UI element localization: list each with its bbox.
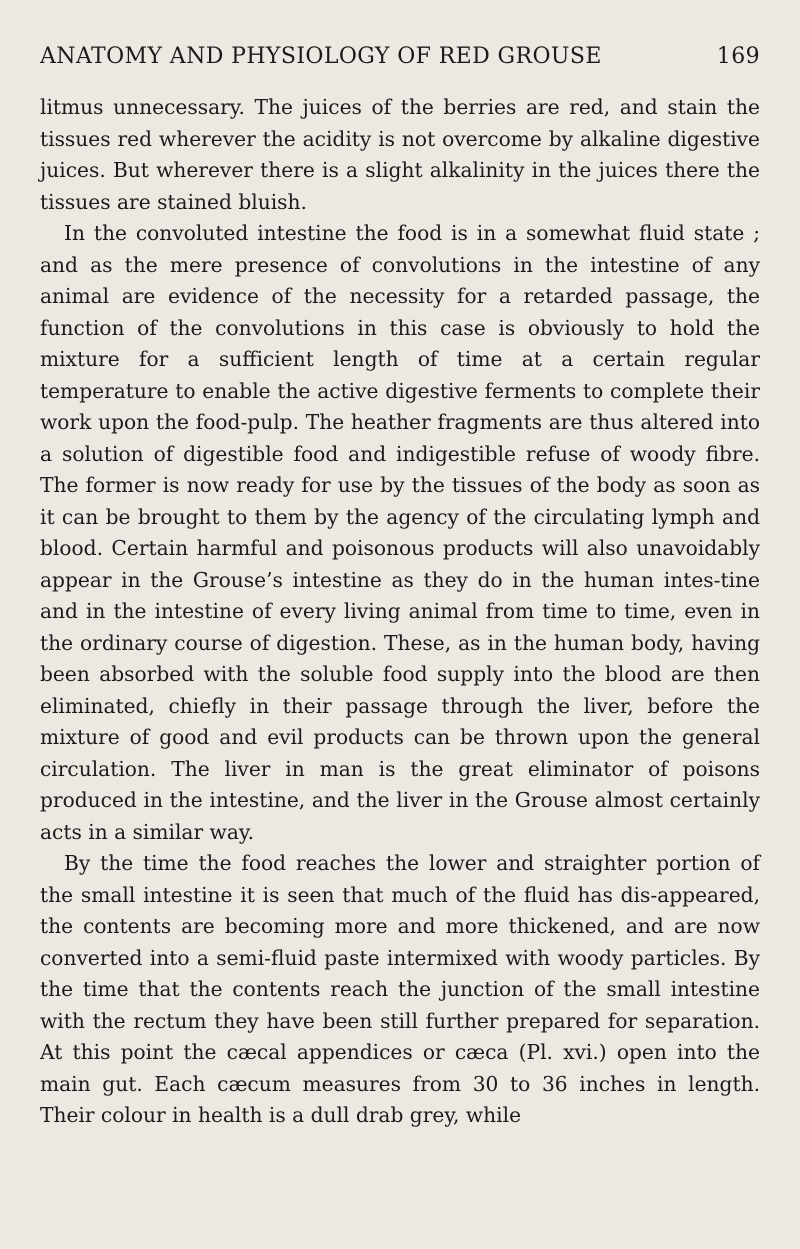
running-title: ANATOMY AND PHYSIOLOGY OF RED GROUSE — [40, 44, 602, 69]
paragraph-continued: litmus unnecessary. The juices of the berries are red, and stain the tissues red wherever the acidity is not overcome by alkaline digestive juices. But wherever there is a slight alkalinity in the juices there the tissues are stained bluish. — [40, 95, 760, 214]
paragraph-convoluted-intestine: In the convoluted intestine the food is in a somewhat fluid state ; and as the mere presence of convolutions in the intestine of any animal are evidence of the necessity for a retarded passage, the function of the convolutions in this case is obviously to hold the mixture for a sufficient length of time at a certain regular temperature to enable the active digestive ferments to complete their work upon the food-pulp. The heather fragments are thus altered into a solution of digestible food and indigestible refuse of woody fibre. The former is now ready for use by the tissues of the body as soon as it can be brought to them by the agency of the circulating lymph and blood. Certain harmful and poisonous products will also unavoidably appear in the Grouse’s intestine as they do in the human intes-tine and in the intestine of every living animal from time to time, even in the ordinary course of digestion. These, as in the human body, having been absorbed with the soluble food supply into the blood are then eliminated, chiefly in their passage through the liver, before the mixture of good and evil products can be thrown upon the general circulation. The liver in man is the great eliminator of poisons produced in the intestine, and the liver in the Grouse almost certainly acts in a similar way. — [40, 221, 760, 844]
page-number: 169 — [716, 44, 760, 69]
body-text — [40, 92, 760, 1132]
paragraph-small-intestine: By the time the food reaches the lower and straighter portion of the small intestine it is seen that much of the fluid has dis-appeared, the contents are becoming more and more thickened, and are now converted into a semi-fluid paste intermixed with woody particles. By the time that the contents reach the junction of the small intestine with the rectum they have been still further prepared for separation. At this point the cæcal appendices or cæca (Pl. xvi.) open into the main gut. Each cæcum measures from 30 to 36 inches in length. Their colour in health is a dull drab grey, while — [40, 851, 760, 1127]
running-header — [40, 44, 760, 80]
